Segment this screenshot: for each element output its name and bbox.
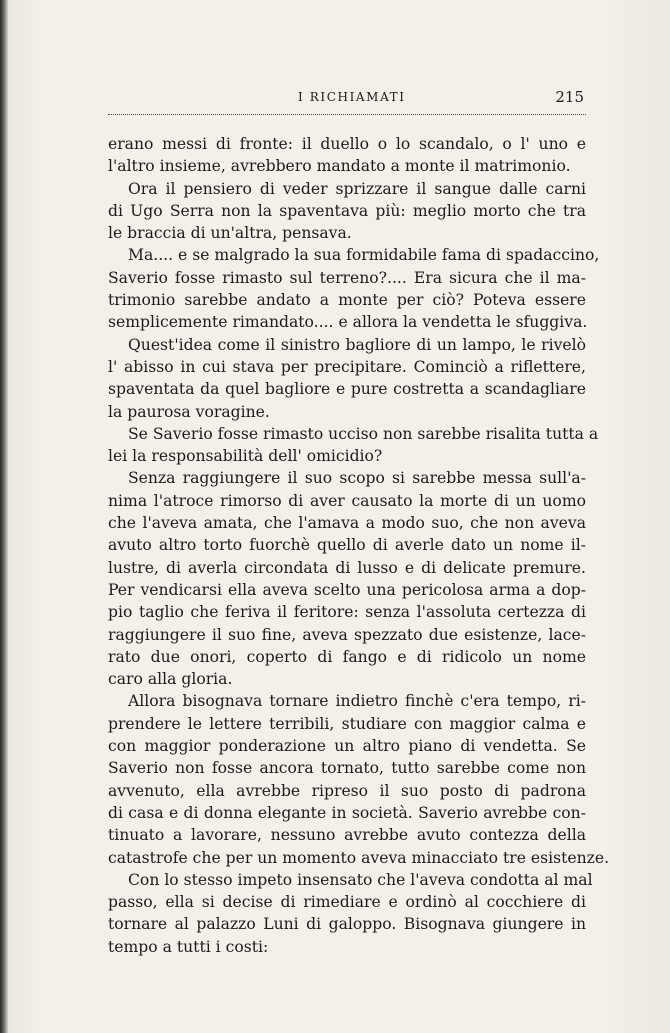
text-line: avuto altro torto fuorchè quello di averle dato un nome il- — [108, 536, 586, 555]
text-line: la paurosa voragine. — [108, 402, 270, 421]
text-line: l' abisso in cui stava per precipitare. Cominciò a riflettere, — [108, 357, 586, 376]
text-line: avvenuto, ella avrebbe ripreso il suo posto di padrona — [108, 781, 586, 800]
text-line: trimonio sarebbe andato a monte per ciò? Poteva essere — [108, 291, 586, 310]
text-line: Con lo stesso impeto insensato che l'aveva condotta al mal — [128, 870, 593, 889]
text-line: tinuato a lavorare, nessuno avrebbe avuto contezza della — [108, 826, 586, 845]
text-line: pio taglio che feriva il feritore: senza l'assoluta certezza di — [108, 603, 586, 622]
text-line: spaventata da quel bagliore e pure costretta a scandagliare — [108, 380, 586, 399]
header-rule — [108, 114, 586, 115]
text-line: lustre, di averla circondata di lusso e di delicate premure. — [108, 558, 586, 577]
text-line: erano messi di fronte: il duello o lo scandalo, o l' uno e — [108, 135, 586, 153]
text-line: lei la responsabilità dell' omicidio? — [108, 447, 383, 466]
text-line: prendere le lettere terribili, studiare con maggior calma e — [108, 714, 586, 733]
text-line: di Ugo Serra non la spaventava più: meglio morto che tra — [108, 201, 586, 220]
binding-edge — [0, 0, 8, 1033]
page-header — [108, 88, 586, 110]
text-line: le braccia di un'altra, pensava. — [108, 224, 352, 243]
text-line: raggiungere il suo fine, aveva spezzato due esistenze, lace- — [108, 625, 586, 644]
page-number: 215 — [555, 88, 584, 106]
text-line: catastrofe che per un momento aveva minacciato tre esistenze. — [108, 848, 610, 867]
text-line: nima l'atroce rimorso di aver causato la morte di un uomo — [108, 491, 586, 510]
text-line: Quest'idea come il sinistro bagliore di un lampo, le rivelò — [128, 335, 586, 354]
text-line: che l'aveva amata, che l'amava a modo suo, che non aveva — [108, 514, 586, 533]
text-line: tornare al palazzo Luni di galoppo. Bisognava giungere in — [108, 915, 586, 934]
text-line: caro alla gloria. — [108, 670, 233, 689]
text-line: tempo a tutti i costi: — [108, 937, 269, 956]
text-line: Se Saverio fosse rimasto ucciso non sarebbe risalita tutta a — [128, 424, 599, 443]
running-head: I RICHIAMATI — [298, 90, 406, 104]
text-line: Ora il pensiero di veder sprizzare il sangue dalle carni — [128, 179, 586, 198]
text-line: Saverio fosse rimasto sul terreno?.... Era sicura che il ma- — [108, 268, 586, 287]
text-line: Allora bisognava tornare indietro finchè c'era tempo, ri- — [128, 692, 586, 711]
text-line: Ma.... e se malgrado la sua formidabile fama di spadaccino, — [128, 246, 600, 265]
text-line: Senza raggiungere il suo scopo si sarebbe messa sull'a- — [128, 469, 586, 488]
text-line: semplicemente rimandato.... e allora la vendetta le sfuggiva. — [108, 313, 588, 332]
text-line: Per vendicarsi ella aveva scelto una pericolosa arma a dop- — [108, 580, 586, 599]
text-line: l'altro insieme, avrebbero mandato a monte il matrimonio. — [108, 157, 571, 176]
text-line: rato due onori, coperto di fango e di ridicolo un nome — [108, 647, 586, 666]
text-line: passo, ella si decise di rimediare e ordinò al cocchiere di — [108, 893, 586, 912]
body-text — [108, 133, 610, 958]
text-line: con maggior ponderazione un altro piano di vendetta. Se — [108, 737, 586, 756]
text-line: Saverio non fosse ancora tornato, tutto sarebbe come non — [108, 759, 586, 778]
text-line: di casa e di donna elegante in società. Saverio avrebbe con- — [108, 803, 586, 822]
